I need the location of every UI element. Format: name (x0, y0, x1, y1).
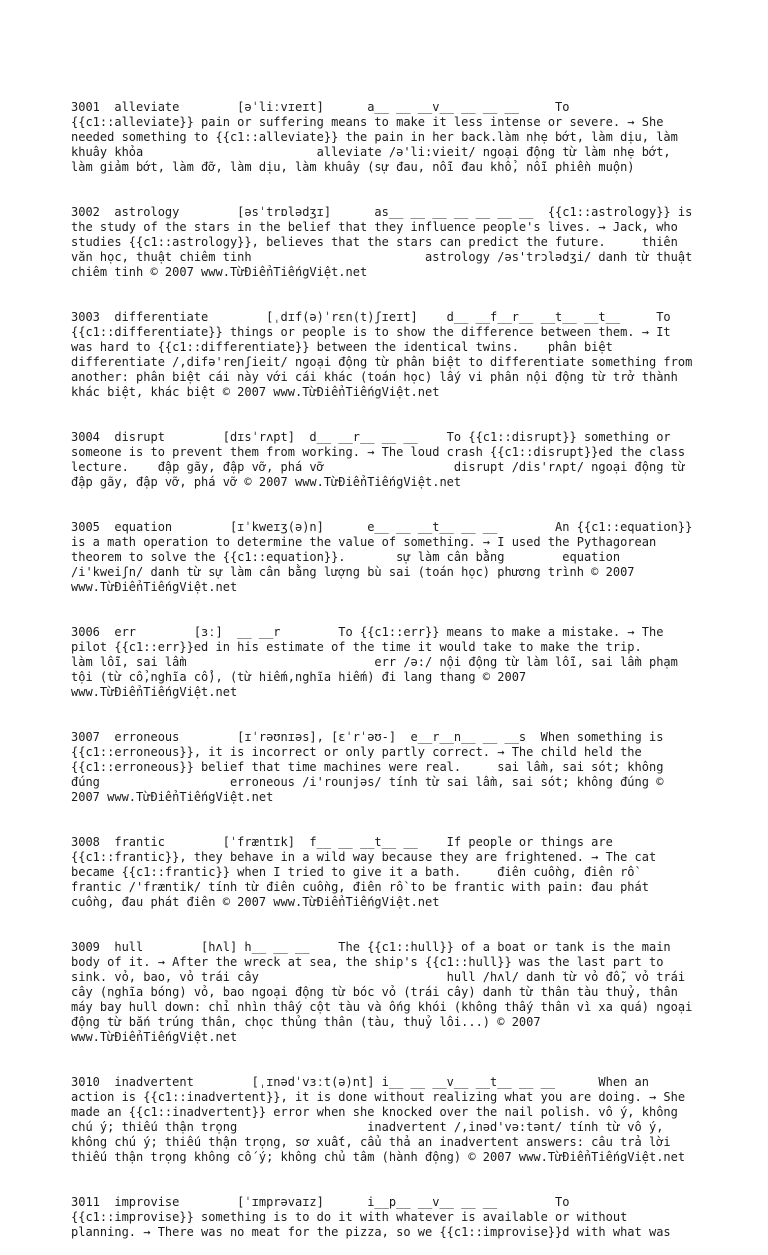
entry-3004: 3004 disrupt [dɪsˈrʌpt] d__ __r__ __ __ To {{c1::disrupt}} something or someone is to prevent them from working. → The loud crash {{c1::disrupt}}ed the class lecture. đập gãy, đập vỡ, phá vỡ disrupt /dis'rʌpt/ ngoại động từ đập gãy, đập vỡ, phá vỡ © 2007 www.TừĐiểnTiếngViệt.net (71, 430, 693, 489)
entry-3007: 3007 erroneous [ɪˈrəʊnɪəs], [ɛˈrˈəʊ-] e__r__n__ __ __s When something is {{c1::erroneous}}, it is incorrect or only partly correct. → The child held the {{c1::erroneous}} belief that time machines were real. sai lầm, sai sót; không đúng erroneous /i'rounjəs/ tính từ sai lầm, sai sót; không đúng © 2007 www.TừĐiểnTiếngViệt.net (71, 730, 671, 804)
entry-3008: 3008 frantic [ˈfræntɪk] f__ __ __t__ __ If people or things are {{c1::frantic}}, they behave in a wild way because they are frightened. → The cat became {{c1::frantic}} when I tried to give it a bath. điên cuồng, điên rồ frantic /'fræntik/ tính từ điên cuồng, điên rồ to be frantic with pain: đau phát cuồng, đau phát điên © 2007 www.TừĐiểnTiếngViệt.net (71, 835, 736, 909)
entry-3006: 3006 err [ɜː] __ __r To {{c1::err}} means to make a mistake. → The pilot {{c1::err}}ed in his estimate of the time it would take to make the trip. làm lỗi, sai lầm err /ə:/ nội động từ làm lỗi, sai lầm phạm tội (từ cổ,nghĩa cổ), (từ hiếm,nghĩa hiếm) đi lang thang © 2007 www.TừĐiểnTiếngViệt.net (71, 625, 686, 699)
entry-3010: 3010 inadvertent [ˌɪnədˈvɜːt(ə)nt] i__ __ __v__ __t__ __ __ When an action is {{c1::inadvertent}}, it is done without realizing what you are doing. → She made an {{c1::inadvertent}} error when she knocked over the nail polish. vô ý, không chú ý; thiếu thận trọng inadvertent /,inəd'və:tənt/ tính từ vô ý, không chú ý; thiếu thận trọng, sơ xuất, cẩu thả an inadvertent answers: câu trả lời thiếu thận trọng không cố ý; không chủ tâm (hành động) © 2007 www.TừĐiểnTiếngViệt.net (71, 1075, 693, 1164)
entry-3009: 3009 hull [hʌl] h__ __ __ The {{c1::hull}} of a boat or tank is the main body of it. → After the wreck at sea, the ship's {{c1::hull}} was the last part to sink. vỏ, bao, vỏ trái cây hull /hʌl/ danh từ vỏ đỗ, vỏ trái cây (nghĩa bóng) vỏ, bao ngoại động từ bóc vỏ (trái cây) danh từ thân tàu thuỷ, thân máy bay hull down: chỉ nhìn thấy cột tàu và ống khói (không thấy thân vì xa quá) ngoại động từ bắn trúng thân, chọc thủng thân (tàu, thuỷ lôi...) © 2007 www.TừĐiểnTiếngViệt.net (71, 940, 700, 1044)
entry-3005: 3005 equation [ɪˈkweɪʒ(ə)n] e__ __ __t__ __ __ An {{c1::equation}} is a math operation to determine the value of something. → I used the Pythagorean theorem to solve the {{c1::equation}}. sự làm cân bằng equation /i'kweiʃn/ danh từ sự làm cân bằng lượng bù sai (toán học) phương trình © 2007 www.TừĐiểnTiếngViệt.net (71, 520, 700, 594)
entry-3011: 3011 improvise [ˈɪmprəvaɪz] i__p__ __v__ __ __ To {{c1::improvise}} something is to do it with whatever is available or without planning. → There was no meat for the pizza, so we {{c1::improvise}}d with what was (71, 1195, 671, 1239)
entry-3001: 3001 alleviate [əˈliːvɪeɪt] a__ __ __v__ __ __ __ To {{c1::alleviate}} pain or suffering means to make it less intense or severe. → She needed something to {{c1::alleviate}} the pain in her back.làm nhẹ bớt, làm dịu, làm khuây khỏa alleviate /ə'li:vieit/ ngoại động từ làm nhẹ bớt, làm giảm bớt, làm đỡ, làm dịu, làm khuây (sự đau, nỗi đau khổ, nỗi phiền muộn) (71, 100, 686, 174)
document-text (71, 70, 743, 1255)
entry-3002: 3002 astrology [əsˈtrɒlədʒɪ] as__ __ __ __ __ __ __ {{c1::astrology}} is the study of the stars in the belief that they influence people's lives. → Jack, who studies {{c1::astrology}}, believes that the stars can predict the future. thiên văn học, thuật chiêm tinh astrology /əs'trɔlədʒi/ danh từ thuật chiêm tinh © 2007 www.TừĐiểnTiếngViệt.net (71, 205, 700, 279)
entry-3003: 3003 differentiate [ˌdɪf(ə)ˈrɛn(t)ʃɪeɪt] d__ __f__r__ __t__ __t__ To {{c1::differentiate}} things or people is to show the difference between them. → It was hard to {{c1::differentiate}} between the identical twins. phân biệt differentiate /,difə'renʃieit/ ngoại động từ phân biệt to differentiate something from another: phân biệt cái này với cái khác (toán học) lấy vi phân nội động từ trở thành khác biệt, khác biệt © 2007 www.TừĐiểnTiếngViệt.net (71, 310, 743, 399)
